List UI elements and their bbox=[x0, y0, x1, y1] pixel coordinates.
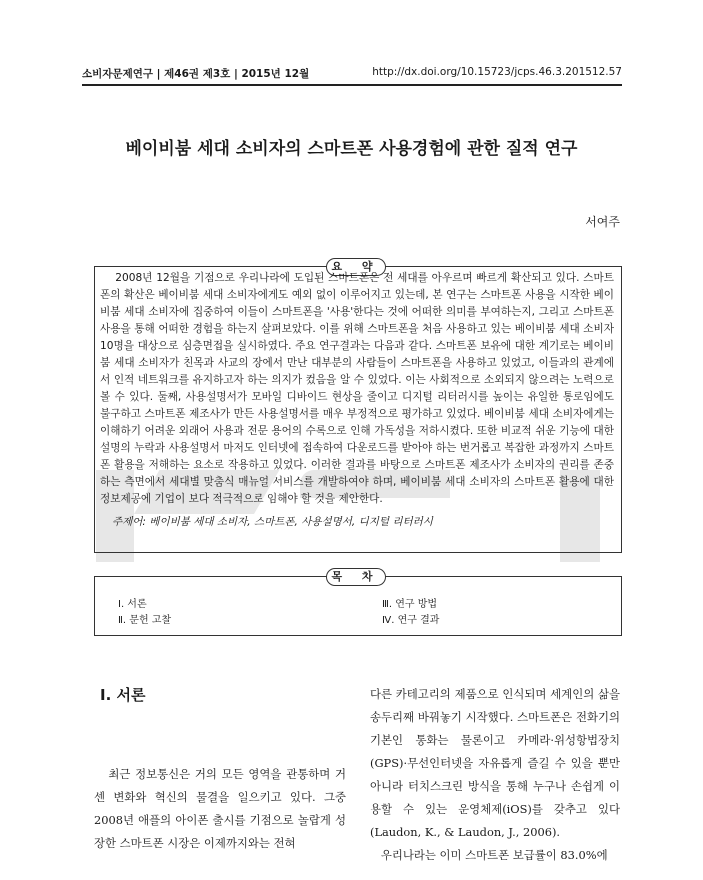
running-header bbox=[82, 66, 622, 82]
toc-item[interactable]: Ⅱ. 문헌 고찰 bbox=[118, 615, 172, 626]
toc-label: 목 차 bbox=[326, 568, 386, 586]
doi-link[interactable]: http://dx.doi.org/10.15723/jcps.46.3.201512.57 bbox=[372, 66, 622, 78]
author-name: 서여주 bbox=[585, 215, 620, 229]
abstract-text: 2008년 12월을 기점으로 우리나라에 도입된 스마트폰은 전 세대를 아우르며 빠르게 확산되고 있다. 스마트폰의 확산은 베이비붐 세대 소비자에게도 예외 없이 이루어지고 있는데, 본 연구는 스마트폰 사용을 시작한 베이비붐 세대 소비자에 집중하여 이들이 스마트폰을 '사용'한다는 것에 어떠한 의미를 부여하는지, 그리고 스마트폰 사용을 통해 어떠한 경험을 하는지 살펴보았다. 이를 위해 스마트폰을 처음 사용하고 있는 베이비붐 세대 소비자 10명을 대상으로 심층면접을 실시하였다. 주요 연구결과는 다음과 같다. 스마트폰 보유에 대한 계기로는 베이비붐 세대 소비자가 친목과 사교의 장에서 만난 대부분의 사람들이 스마트폰을 사용하고 있었고, 이들과의 관계에서 인적 네트워크를 유지하고자 하는 의지가 컸음을 알 수 있었다. 이는 사회적으로 소외되지 않으려는 노력으로 볼 수 있다. 둘째, 사용설명서가 모바일 디바이드 현상을 줄이고 디지털 리터러시를 높이는 유일한 통로임에도 불구하고 스마트폰 제조사가 만든 사용설명서를 매우 부정적으로 평가하고 있었다. 베이비붐 세대 소비자에게는 이해하기 어려운 외래어 사용과 전문 용어의 수록으로 인해 가독성을 저하시켰다. 또한 비교적 쉬운 기능에 대한 설명의 누락과 사용설명서 마저도 인터넷에 접속하여 다운로드를 받아야 하는 번거롭고 복잡한 과정까지 스마트폰 활용을 저해하는 요소로 작용하고 있었다. 이러한 결과를 바탕으로 스마트폰 제조사가 소비자의 권리를 존중하는 측면에서 세대별 맞춤식 매뉴얼 서비스를 개발하여야 하며, 베이비붐 세대 소비자의 스마트폰 활용에 대한 정보제공에 기업이 보다 적극적으로 임해야 할 것을 제안한다. bbox=[100, 272, 618, 505]
header-rule bbox=[82, 84, 622, 86]
toc-item[interactable]: Ⅳ. 연구 결과 bbox=[382, 615, 440, 626]
keywords: 주제어: 베이비붐 세대 소비자, 스마트폰, 사용설명서, 디지털 리터러시 bbox=[112, 516, 433, 528]
paper-title: 베이비붐 세대 소비자의 스마트폰 사용경험에 관한 질적 연구 bbox=[125, 139, 578, 159]
abstract-label: 요 약 bbox=[326, 258, 386, 276]
section-heading: Ⅰ. 서론 bbox=[100, 686, 146, 704]
body-column-left: 최근 정보통신은 거의 모든 영역을 관통하며 거센 변화와 혁신의 물결을 일으키고 있다. 그중 2008년 애플의 아이폰 출시를 기점으로 놀랍게 성장한 스마트폰 시장은 이제까지와는 전혀 bbox=[94, 767, 350, 850]
toc-item[interactable]: Ⅲ. 연구 방법 bbox=[382, 599, 438, 610]
journal-info: 소비자문제연구 | 제46권 제3호 | 2015년 12월 bbox=[82, 68, 310, 80]
body-column-right: 다른 카테고리의 제품으로 인식되며 세계인의 삶을 송두리째 바꿔놓기 시작했다. 스마트폰은 전화기의 기본인 통화는 물론이고 카메라·위성항법장치(GPS)·무선인터넷을 자유롭게 즐길 수 있을 뿐만 아니라 터치스크린 방식을 통해 누구나 손쉽게 이용할 수 있는 운영체제(iOS)를 갖추고 있다(Laudon, K., & Laudon, J., 2006). 우리나라는 이미 스마트폰 보급률이 83.0%에 bbox=[370, 687, 620, 862]
toc-item[interactable]: Ⅰ. 서론 bbox=[118, 599, 147, 610]
